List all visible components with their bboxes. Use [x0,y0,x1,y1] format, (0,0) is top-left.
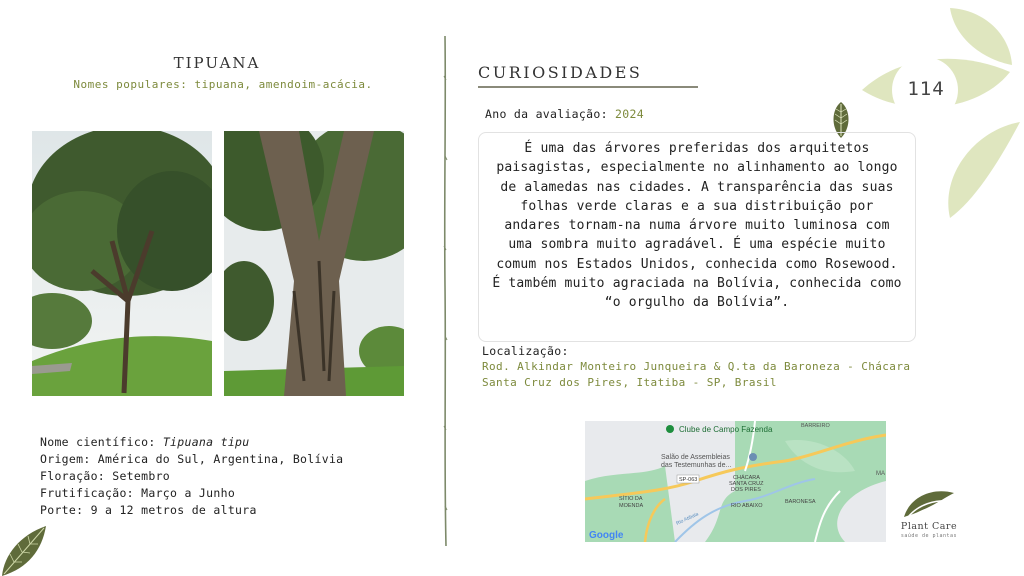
club-marker-icon [666,425,674,433]
map-label-chacara-1: CHÁCARA [733,475,760,481]
curiosities-text: É uma das árvores preferidas dos arquitetos paisagistas, especialmente no alinhamento ao longo de alamedas nas cidades. A transparência das suas folhas verde claras e a sua distribuição por andares tornam-na numa árvore muito luminosa com uma sombra muito agradável. É uma espécie muito comum nos Estados Unidos, conhecida como Rosewood. É também muito agraciada na Bolívia, conhecida como “o orgulho da Bolívia”. [492,141,902,311]
map-label-baronesa: BARONESA [785,499,816,505]
location-label: Localização: [482,344,569,358]
tree-photo-trunk [224,131,404,396]
curiosities-text-box [478,132,916,342]
map-label-salao-1: Salão de Assembleias [661,454,730,461]
scientific-name: Nome científico: Tipuana tipu [40,435,250,449]
curiosities-title: CURIOSIDADES [478,63,643,82]
tree-facts [40,434,343,519]
map-label-sitio-1: SÍTIO DA [619,496,643,502]
place-marker-icon [749,453,757,461]
map-label-barreiro: BARREIRO [801,423,830,429]
brand-name: Plant Care [900,521,958,532]
map-label-rio: RIO ABAIXO [731,503,763,509]
brand-tagline: saúde de plantas [900,533,958,539]
google-logo: Google [589,530,624,541]
location-address: Rod. Alkindar Monteiro Junqueira & Q.ta da Baroneza - Chácara Santa Cruz dos Pires, Itatiba - SP, Brasil [482,360,911,389]
map-label-salao-2: das Testemunhas de... [661,462,732,469]
location-map[interactable] [585,421,886,542]
popular-names: Nomes populares: tipuana, amendoim-acácia. [73,78,373,91]
fruiting: Frutificação: Março a Junho [40,486,236,500]
map-label-sitio-2: MOENDA [619,503,644,509]
map-label-club: Clube de Campo Fazenda [679,425,773,434]
page-number-badge: 114 [907,78,945,100]
origin: Origem: América do Sul, Argentina, Bolívia [40,452,344,466]
size: Porte: 9 a 12 metros de altura [40,503,257,517]
map-label-road: SP-063 [679,477,698,483]
map-label-river: Rio Atibaia [675,511,700,527]
map-label-chacara-2: SANTA CRUZ [729,481,764,487]
map-label-chacara-3: DOS PIRES [731,487,761,493]
evaluation-year: Ano da avaliação: 2024 [485,107,644,121]
flowering: Floração: Setembro [40,469,171,483]
leaf-decoration-bottom-left [0,520,50,576]
curiosities-underline [478,86,698,88]
tree-title: TIPUANA [173,54,261,72]
map-label-edge: MA [876,471,885,477]
column-divider [441,36,449,546]
plant-care-logo-icon [902,487,956,519]
tree-photo-full [32,131,212,396]
